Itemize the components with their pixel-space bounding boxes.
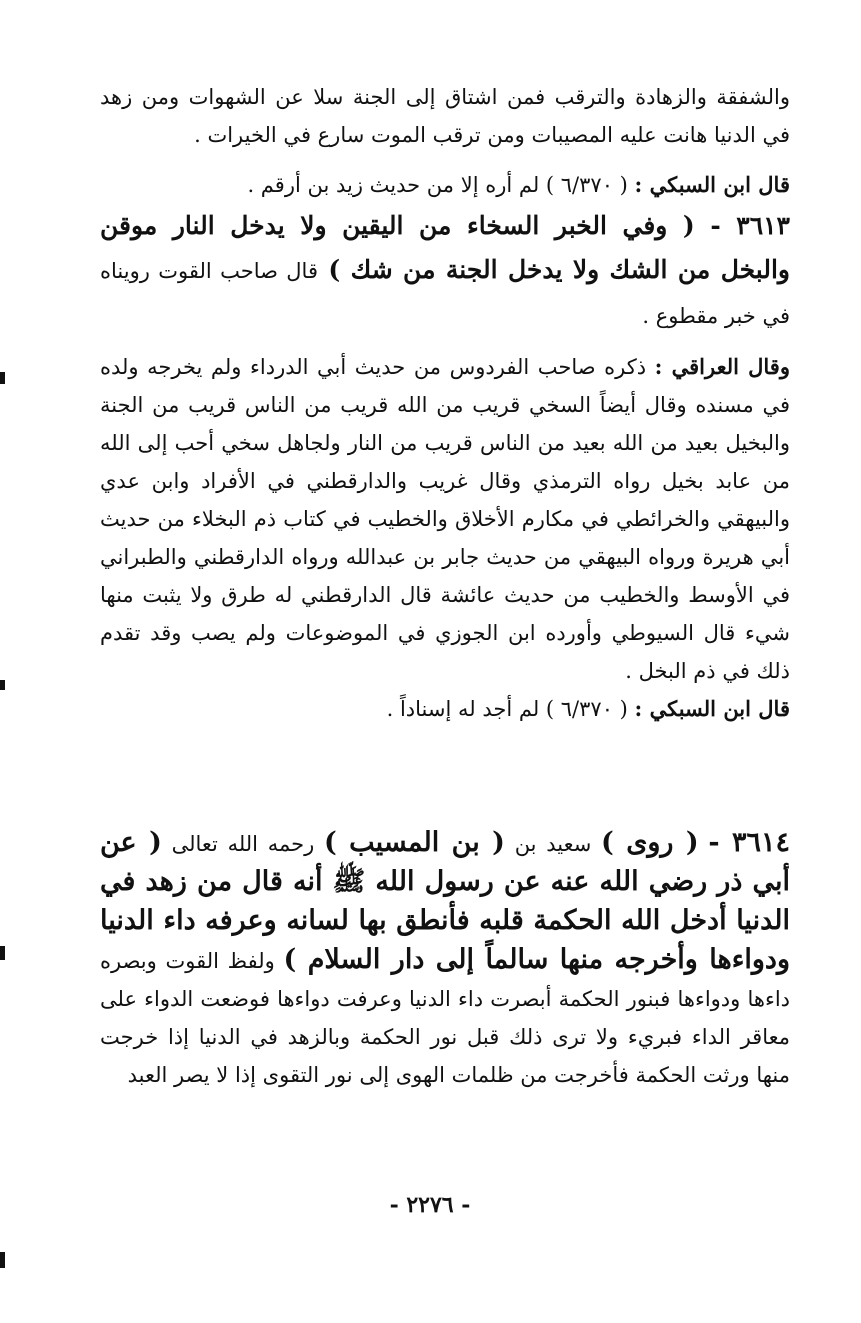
hadith-3614 — [100, 824, 790, 1094]
subki-note-2 — [100, 690, 790, 728]
page-number: - ٢٢٧٦ - — [389, 1192, 471, 1218]
scan-margin-mark — [0, 946, 5, 960]
iraqi-text: ذكره صاحب الفردوس من حديث أبي الدرداء ولم يخرجه ولده في مسنده وقال أيضاً السخي قريب من الله قريب من الناس قريب من الجنة والبخيل بعيد من الله بعيد من الناس قريب من النار ولجاهل سخي أحب إلى الله من عابد بخيل رواه الترمذي وقال غريب والدارقطني في الأفراد وابن عدي والبيهقي والخرائطي في مكارم الأخلاق والخطيب في كتاب ذم البخلاء من حديث أبي هريرة ورواه البيهقي من حديث جابر بن عبدالله ورواه الدارقطني والطبراني في الأوسط والخطيب من حديث عائشة قال الدارقطني له طرق ولا يثبت منها شيء قال السيوطي وأورده ابن الجوزي في الموضوعات ولم يصب وقد تقدم ذلك في ذم البخل . — [100, 355, 790, 683]
hadith-3614-narration: ( روى ) — [601, 827, 699, 858]
hadith-3614-note: ولفظ القوت وبصره داءها ودواءها فبنور الحكمة أبصرت داء الدنيا وعرفت دواءها فوضعت الدواء على معاقر الداء فبريء ولا ترى ذلك قبل نور الحكمة وبالزهد في الدنيا إذا خرجت منها ورثت الحكمة فأخرجت من ظلمات الهوى إلى نور التقوى إذا لا يصر العبد — [100, 949, 790, 1087]
hadith-3613-matn: ( وفي الخبر السخاء من اليقين ولا يدخل النار موقن والبخل من الشك ولا يدخل الجنة من شك ) — [100, 211, 790, 284]
intro-text: والشفقة والزهادة والترقب فمن اشتاق إلى الجنة سلا عن الشهوات ومن زهد في الدنيا هانت عليه المصيبات ومن ترقب الموت سارع في الخيرات . — [100, 85, 790, 147]
hadith-3614-matn: ( عن أبي ذر رضي الله عنه عن رسول الله ﷺ أنه قال من زهد في الدنيا أدخل الله الحكمة قلبه فأنطق بها لسانه وعرفه داء الدنيا ودواءها وأخرجه منها سالماً إلى دار السلام ) — [100, 827, 790, 975]
subki-label-2: قال ابن السبكي : — [634, 696, 790, 721]
iraqi-commentary — [100, 348, 790, 690]
subki-label-1: قال ابن السبكي : — [634, 172, 790, 197]
hadith-3613-number: ٣٦١٣ - — [710, 211, 790, 240]
hadith-3613-note: قال صاحب القوت رويناه في خبر مقطوع . — [100, 259, 790, 328]
hadith-3614-tarahhum: رحمه الله تعالى — [171, 832, 315, 856]
hadith-3613 — [100, 204, 790, 338]
hadith-3614-number: ٣٦١٤ - — [708, 827, 791, 858]
iraqi-label: وقال العراقي : — [654, 354, 790, 379]
hadith-3614-narrator-a: سعيد بن — [514, 832, 592, 856]
scan-margin-mark — [0, 680, 5, 690]
scan-margin-mark — [0, 1252, 5, 1268]
scan-margin-mark — [0, 372, 5, 384]
subki-note-1 — [100, 166, 790, 204]
intro-paragraph — [100, 78, 790, 154]
hadith-3614-narrator-b: ( بن المسيب ) — [323, 827, 505, 858]
subki-text-2: ( ٦/٣٧٠ ) لم أجد له إسناداً . — [386, 697, 628, 721]
subki-text-1: ( ٦/٣٧٠ ) لم أره إلا من حديث زيد بن أرقم . — [247, 173, 628, 197]
page-body — [100, 78, 790, 1094]
